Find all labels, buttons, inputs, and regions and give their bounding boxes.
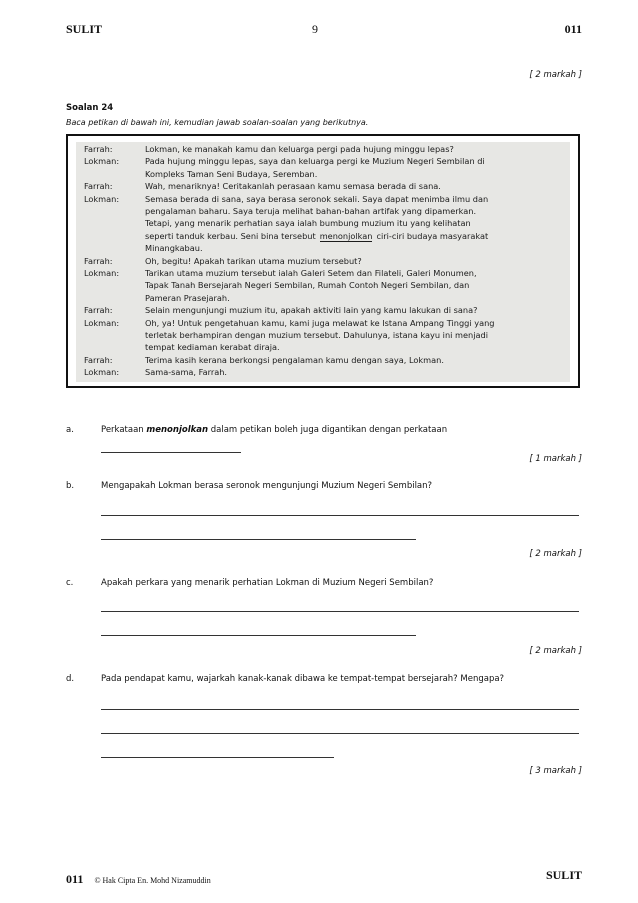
passage-utterance (145, 293, 230, 305)
passage-underlined-word: menonjolkan (319, 230, 373, 241)
footer-code: 011 (66, 872, 84, 886)
passage-text: Tarikan utama muzium tersebut ialah Galeri Setem dan Filateli, Galeri Monumen, (145, 268, 477, 278)
answer-line-d1[interactable] (101, 709, 579, 710)
passage-utterance (145, 268, 477, 280)
header-left: SULIT (66, 22, 103, 36)
passage-speaker: Lokman: (84, 367, 120, 378)
passage-utterance (145, 206, 476, 218)
footer-copyright: © Hak Cipta En. Mohd Nizamuddin (94, 876, 211, 885)
passage-text: terletak berhampiran dengan muzium tersebut. Dahulunya, istana kayu ini menjadi (145, 330, 488, 340)
passage-text: Sama-sama, Farrah. (145, 367, 228, 378)
question-a-mark: [ 1 markah ] (529, 454, 582, 464)
passage-text-after: ciri-ciri budaya masyarakat (376, 230, 489, 241)
passage-text: Semasa berada di sana, saya berasa seronok sekali. Saya dapat menimba ilmu dan (145, 193, 489, 204)
question-b-text: Mengapakah Lokman berasa seronok mengunjungi Muzium Negeri Sembilan? (101, 481, 433, 491)
passage-text: Tapak Tanah Bersejarah Negeri Sembilan, Rumah Contoh Negeri Sembilan, dan (145, 280, 470, 291)
answer-line-c2[interactable] (101, 635, 416, 636)
passage-utterance (145, 342, 280, 354)
question-a-text-before: Perkataan (101, 425, 144, 435)
passage-speaker: Lokman: (84, 268, 120, 278)
passage-text: Pameran Prasejarah. (145, 292, 230, 303)
passage-speaker: Farrah: (84, 305, 113, 316)
question-b-label: b. (66, 481, 75, 491)
passage-utterance (145, 280, 469, 292)
passage-utterance (145, 144, 454, 156)
passage-text: Selain mengunjungi muzium itu, apakah aktiviti lain yang kamu lakukan di sana? (145, 305, 478, 316)
answer-line-d3[interactable] (101, 757, 334, 758)
passage-text: Kompleks Taman Seni Budaya, Seremban. (145, 168, 318, 179)
passage-text: Wah, menariknya! Ceritakanlah perasaan kamu semasa berada di sana. (145, 181, 441, 192)
section-instruction: Baca petikan di bawah ini, kemudian jawab soalan-soalan yang berikutnya. (66, 118, 369, 127)
question-d-mark: [ 3 markah ] (529, 766, 582, 776)
passage-box (66, 134, 580, 388)
passage-text: Oh, begitu! Apakah tarikan utama muzium tersebut? (145, 255, 362, 266)
top-mark: [ 2 markah ] (529, 70, 582, 80)
question-a-bold-word: menonjolkan (146, 425, 209, 435)
passage-utterance (145, 169, 317, 181)
passage-utterance (145, 181, 441, 193)
question-a-label: a. (66, 425, 74, 435)
question-c-label: c. (66, 578, 74, 588)
question-c-text: Apakah perkara yang menarik perhatian Lokman di Muzium Negeri Sembilan? (101, 578, 434, 588)
passage-text: Oh, ya! Untuk pengetahuan kamu, kami juga melawat ke Istana Ampang Tinggi yang (145, 317, 495, 328)
answer-line-c1[interactable] (101, 611, 579, 612)
answer-line-d2[interactable] (101, 733, 579, 734)
question-d-text: Pada pendapat kamu, wajarkah kanak-kanak dibawa ke tempat-tempat bersejarah? Mengapa? (101, 674, 505, 684)
passage-utterance (145, 218, 471, 230)
passage-utterance (145, 305, 477, 317)
passage-speaker: Farrah: (84, 181, 113, 192)
passage-text: Minangkabau. (145, 243, 203, 254)
question-a-text-after: dalam petikan boleh juga digantikan dengan perkataan (210, 425, 448, 435)
footer-left (66, 868, 211, 887)
header-right: 011 (564, 22, 582, 36)
passage-speaker: Lokman: (84, 156, 120, 167)
answer-line-b2[interactable] (101, 539, 416, 540)
passage-text: Tetapi, yang menarik perhatian saya ialah bumbung muzium itu yang kelihatan (145, 218, 471, 229)
answer-line-b1[interactable] (101, 515, 579, 516)
passage-speaker: Farrah: (84, 354, 113, 365)
passage-text: seperti tanduk kerbau. Seni bina tersebut (145, 230, 316, 241)
passage-text: Pada hujung minggu lepas, saya dan keluarga pergi ke Muzium Negeri Sembilan di (145, 156, 485, 167)
passage-text: pengalaman baharu. Saya teruja melihat bahan-bahan artifak yang dipamerkan. (145, 206, 477, 216)
passage-speaker: Lokman: (84, 317, 120, 328)
question-b-mark: [ 2 markah ] (529, 549, 582, 559)
question-a-text (101, 425, 447, 435)
passage-text: Terima kasih kerana berkongsi pengalaman kamu dengan saya, Lokman. (145, 354, 444, 365)
passage-utterance (145, 330, 488, 342)
section-title: Soalan 24 (66, 103, 114, 113)
passage-utterance (145, 156, 485, 168)
passage-utterance (145, 231, 488, 243)
answer-line-a[interactable] (101, 452, 241, 453)
passage-utterance (145, 256, 362, 268)
passage-text: Lokman, ke manakah kamu dan keluarga pergi pada hujung minggu lepas? (145, 144, 454, 154)
passage-utterance (145, 194, 488, 206)
passage-speaker: Farrah: (84, 255, 113, 266)
passage-utterance (145, 367, 227, 379)
footer-right: SULIT (545, 868, 582, 882)
question-c-mark: [ 2 markah ] (529, 646, 582, 656)
passage-utterance (145, 355, 444, 367)
passage-utterance (145, 318, 494, 330)
passage-text: tempat kediaman kerabat diraja. (145, 342, 280, 353)
question-d-label: d. (66, 674, 75, 684)
passage-utterance (145, 243, 203, 255)
page-number: 9 (312, 22, 318, 36)
passage-speaker: Farrah: (84, 144, 113, 154)
passage-speaker: Lokman: (84, 193, 120, 204)
